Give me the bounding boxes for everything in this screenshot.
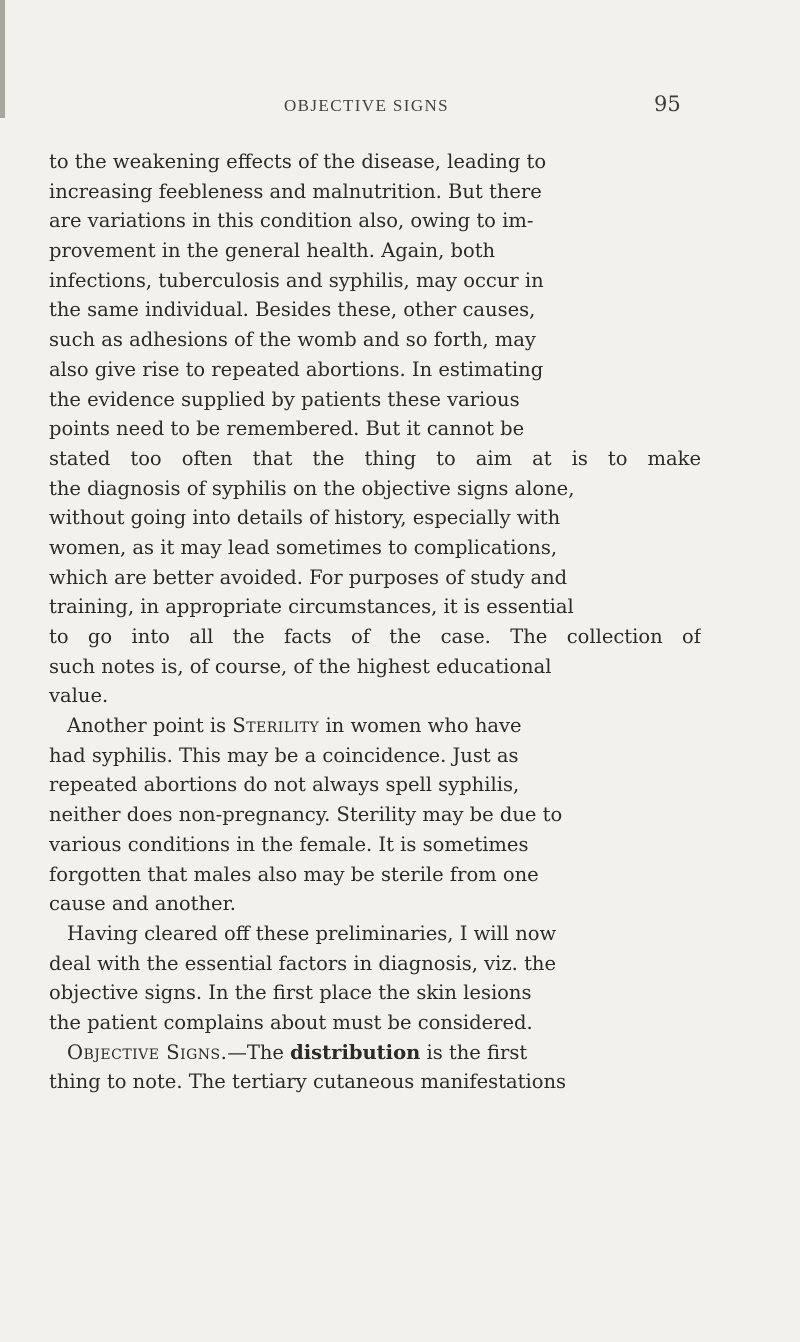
text-line: repeated abortions do not always spell syphilis, xyxy=(49,773,520,797)
text-line: had syphilis. This may be a coincidence. Just as xyxy=(49,743,519,767)
text-line: forgotten that males also may be sterile from one xyxy=(49,862,539,886)
text-line: the same individual. Besides these, other causes, xyxy=(49,298,536,322)
text-line: various conditions in the female. It is sometimes xyxy=(49,832,529,856)
text-line: which are better avoided. For purposes of study and xyxy=(49,565,568,589)
text-line: increasing feebleness and malnutrition. But there xyxy=(49,179,542,203)
paragraph-1 xyxy=(49,147,701,711)
running-head xyxy=(0,94,800,118)
text-line: infections, tuberculosis and syphilis, may occur in xyxy=(49,268,544,292)
text-line: deal with the essential factors in diagnosis, viz. the xyxy=(49,951,557,975)
text-line: also give rise to repeated abortions. In estimating xyxy=(49,357,544,381)
text-line: such notes is, of course, of the highest educational xyxy=(49,654,552,678)
text-line: to the weakening effects of the disease, leading to xyxy=(49,150,547,173)
text-line: without going into details of history, especially with xyxy=(49,506,561,530)
running-title: OBJECTIVE SIGNS xyxy=(284,96,450,115)
paragraph-2 xyxy=(49,711,701,919)
text-line: the patient complains about must be considered. xyxy=(49,1010,533,1034)
paragraph-4 xyxy=(49,1038,701,1097)
text-line: stated too often that the thing to aim at is to make xyxy=(49,446,701,470)
text-line xyxy=(49,711,701,741)
text-span: —The xyxy=(227,1040,291,1064)
text-line: are variations in this condition also, owing to im- xyxy=(49,209,534,233)
section-heading: Objective Signs. xyxy=(67,1040,228,1064)
body-text xyxy=(49,147,701,1097)
text-line: the diagnosis of syphilis on the objective signs alone, xyxy=(49,476,575,500)
text-line: neither does non-pregnancy. Sterility may be due to xyxy=(49,803,563,827)
text-line: value. xyxy=(49,684,109,708)
text-line: thing to note. The tertiary cutaneous manifestations xyxy=(49,1070,567,1094)
text-line: the evidence supplied by patients these various xyxy=(49,387,520,411)
text-line: to go into all the facts of the case. The collection of xyxy=(49,625,701,648)
text-span: is the first xyxy=(420,1040,528,1064)
page-number: 95 xyxy=(654,92,681,116)
text-line: training, in appropriate circumstances, it is essential xyxy=(49,595,574,619)
text-line: Having cleared off these preliminaries, I will now xyxy=(67,921,557,945)
text-span: in women who have xyxy=(319,714,522,738)
text-line: women, as it may lead sometimes to complications, xyxy=(49,535,558,559)
text-line: objective signs. In the first place the skin lesions xyxy=(49,981,532,1005)
bold-term: distribution xyxy=(290,1040,421,1064)
text-line: points need to be remembered. But it cannot be xyxy=(49,417,525,441)
text-line xyxy=(49,1038,701,1068)
text-line: provement in the general health. Again, both xyxy=(49,239,496,263)
text-span: Another point is xyxy=(67,714,233,738)
term-sterility: Sterility xyxy=(232,714,320,738)
paragraph-3 xyxy=(49,919,701,1038)
text-line: such as adhesions of the womb and so forth, may xyxy=(49,328,536,352)
text-line: cause and another. xyxy=(49,892,236,916)
